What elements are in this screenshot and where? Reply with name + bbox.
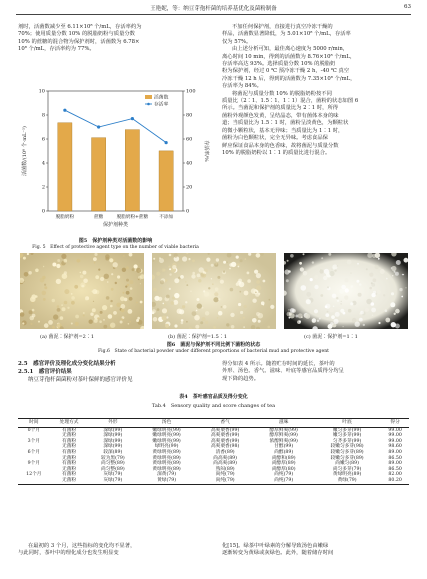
table-cell: 86.50 [388, 466, 402, 472]
table-cell: 有菌粉 [62, 427, 77, 433]
legend-label: 活菌数 [154, 95, 169, 101]
table-cell: 黄绿明亮(89) [332, 472, 362, 478]
table-cell: 99.00 [388, 427, 402, 433]
table-cell: 98.60 [388, 444, 402, 450]
table-cell: 尚醇(89) [274, 449, 294, 455]
table-cell: 无菌粉 [50, 478, 89, 484]
table-cell: 灰绿(79) [88, 478, 137, 484]
text-line: 10% 的蔗糖的混合物为保护剂时，活菌数为 6.78× [18, 38, 140, 45]
x-tick-label: 蔗糖 [94, 215, 104, 220]
table-cell: 黄绿明亮(89) [152, 449, 181, 455]
table-cell: 高爽栗香(99) [210, 427, 240, 433]
table-cell: 尚纯(79) [274, 472, 294, 478]
column-header: 香气 [196, 419, 255, 428]
table-cell: 黄绿(79) [137, 478, 196, 484]
table-cell: 无菌粉 [62, 466, 77, 472]
table-cell: 尚纯(79) [196, 478, 255, 484]
table-cell: 灰绿(79) [103, 472, 123, 478]
table-cell: 尚醇和(89) [271, 455, 296, 461]
fig5-caption-cn: 图5 保护剂种类对活菌数的影响 [78, 238, 153, 244]
column-header: 时间 [18, 419, 50, 428]
legend-label: 存活率 [154, 102, 169, 108]
bar-viable-count [159, 151, 173, 211]
table-cell: 尚匀整(89) [101, 466, 125, 472]
text-line: 剂时，活菌数减少至 6.11×10⁸ 个/mL，存活率约为 [18, 24, 142, 30]
left-column-top [18, 24, 213, 54]
text-line: 在最初的 3 个月，这些指标的变化均不显著， [28, 543, 136, 549]
fig5-caption [18, 238, 213, 251]
table-cell: 尚纯(79) [215, 472, 235, 478]
table-cell: 黄绿明亮(89) [152, 461, 181, 467]
point-survival-rate [165, 141, 168, 144]
table-cell: 99.00 [388, 438, 402, 444]
y-tick-label-left: 2 [41, 184, 45, 191]
section-heading-2-5: 2.5 感官评价及理化成分变化结果分析 [18, 361, 116, 367]
text-line: 不加任何保护剂，直接进行真空冷冻干燥的 [232, 24, 333, 30]
x-tick-label: 不添加 [159, 215, 174, 220]
fig6-subcaption-a: (a) 菌泥∶保护剂=2∶1 [40, 334, 95, 340]
text-line: 与此同时，茶叶中的理化成分也发生明显变 [18, 550, 119, 557]
fig5-caption-en: Fig. 5 Effect of protective agent type on the number of viable bacteria [32, 244, 199, 250]
table-header-row [18, 419, 409, 428]
table-cell: 醇厚鲜爽(99) [269, 433, 298, 439]
bar-viable-count [125, 130, 139, 211]
table-cell: 嫩绿明亮(99) [152, 433, 181, 439]
table-cell: 0个月 [27, 427, 41, 433]
text-line: 现下降的趋势。 [222, 375, 260, 382]
table-cell: 尚高爽(89) [213, 461, 237, 467]
bar-viable-count [58, 123, 72, 211]
table-cell: 黄绿(79) [313, 478, 381, 484]
text-line: 外形、汤色、香气、滋味、叶底等感官品质得分均呈 [222, 368, 344, 375]
table-cell: 熟闷(89) [215, 466, 235, 472]
table-cell: 9个月 [27, 461, 41, 467]
text-line: 的微小颗粒状，基本无异味；当质量比为 1∶1 时， [222, 127, 344, 134]
text-line: 所示。当菌泥和保护剂的质量比为 2∶1 时，所得 [222, 105, 339, 112]
fig6-caption [18, 342, 409, 355]
y-tick-label-left: 6 [41, 136, 45, 143]
y-tick-label-right: 80 [186, 112, 193, 119]
text-line: 仅为 57%。 [222, 38, 252, 45]
table-cell: 浓醇鲜爽(99) [269, 438, 298, 444]
y-tick-label-right: 100 [186, 88, 196, 95]
x-axis-label: 保护剂种类 [102, 222, 129, 228]
bar-viable-count [92, 138, 106, 211]
point-survival-rate [131, 117, 134, 120]
table-cell: 深绿(99) [103, 433, 123, 439]
table-cell: 深绿(99) [103, 444, 123, 450]
text-line: 逐渐转变为黄绿或灰绿色。此外，随着储存时间 [222, 550, 334, 557]
table-cell: 尚高爽(89) [213, 455, 237, 461]
fig5-bar-chart [18, 83, 213, 238]
table-cell: 无菌粉 [62, 444, 77, 450]
text-line: 菌粉为白色颗粒状，完全无异味。考虑食品保 [222, 135, 328, 142]
table-cell: 高爽栗香(98) [210, 444, 240, 450]
table-row [18, 478, 409, 484]
table-cell: 无菌粉 [62, 455, 77, 461]
table-cell: 有菌粉 [62, 472, 77, 478]
table-cell: 12个月 [26, 472, 42, 478]
fig6-photo-c [284, 253, 408, 329]
column-header: 得分 [381, 419, 409, 428]
fig6-subcaption-b: (b) 菌泥∶保护剂=1.5∶1 [168, 334, 228, 340]
left-column-bottom [18, 543, 213, 558]
table-cell: 86.50 [388, 455, 402, 461]
table-cell: 99.00 [388, 433, 402, 439]
y-tick-label-right: 40 [186, 160, 193, 167]
text-line: 得分如表 4 所示。随着贮存时间的延长，茶叶的 [222, 361, 335, 367]
fig6-photo-b [152, 253, 276, 329]
table-cell: 高爽栗香(99) [210, 438, 240, 444]
fig6-caption-cn: 图6 菌泥与保护剂不同比例下菌粉的状态 [166, 342, 261, 348]
column-header: 处理方式 [50, 419, 89, 428]
table-cell: 89.00 [388, 449, 402, 455]
table-cell: 尚纯(79) [254, 478, 313, 484]
text-line: 70%；使用质量分数 10% 的脱脂奶粉与质量分数 [18, 31, 135, 38]
section-right-text [222, 361, 410, 383]
x-tick-label: 脱脂奶粉 [55, 215, 75, 220]
table-cell: 匀齐多芽(99) [332, 438, 362, 444]
table-cell [18, 478, 50, 484]
table-cell: 深绿(99) [103, 427, 123, 433]
column-header: 叶底 [313, 419, 381, 428]
table-cell: 较嫩匀多芽(89) [330, 455, 364, 461]
fig6-photo-a [20, 253, 144, 329]
table-cell: 6个月 [27, 449, 41, 455]
text-line: 10⁸ 个/mL，存活率约为 77%。 [18, 46, 95, 53]
text-line: 鲜应保证食品本身的色香味，故将菌泥与质量分数 [222, 142, 339, 149]
text-line: 10% 的脱脂奶粉以 1∶1 的质量比进行混合。 [222, 149, 331, 156]
table4-caption-en: Tab.4 Sensory quality and score changes of tea [151, 403, 276, 409]
column-header: 滋味 [254, 419, 313, 428]
table-cell: 80.20 [381, 478, 409, 484]
table-cell: 无菌粉 [62, 433, 77, 439]
y-tick-label-left: 4 [41, 160, 45, 167]
table-cell: 嫩绿明亮(99) [152, 427, 181, 433]
table-cell: 甘醇(99) [274, 444, 294, 450]
column-header: 汤色 [137, 419, 196, 428]
table-cell: 较为黑(79) [101, 455, 125, 461]
table-cell: 较嫩匀多芽(98) [330, 444, 364, 450]
point-survival-rate [97, 125, 100, 128]
text-line: 化[15]。绿茶中叶绿素的分解导致汤色由嫩绿 [222, 543, 329, 549]
y-tick-label-left: 10 [38, 88, 45, 95]
table-cell: 高爽栗香(99) [210, 433, 240, 439]
fig6-caption-en: Fig.6 State of bacterial powder under different proportions of bacterial mud and protective agent [97, 348, 330, 354]
table-cell: 有菌粉 [62, 449, 77, 455]
table4 [18, 418, 409, 485]
y-axis-label-left: 活菌数/(10⁸ 个·mL⁻¹) [22, 126, 28, 176]
table-cell: 黄绿明亮(89) [152, 466, 181, 472]
text-line: 菌粉外观颜色发黄，呈结晶态，带有菌体本身的味 [222, 112, 339, 119]
table-cell: 尚醇厚(80) [271, 466, 296, 472]
legend-swatch-point [147, 103, 150, 106]
legend-swatch-bar [145, 95, 152, 99]
text-line: 质量比（2∶1、1.5∶1、1∶1）混合，菌粉的状态如图 6 [222, 98, 359, 105]
text-line: 将菌泥与质量分数 10% 的脱脂奶粉按不同 [232, 90, 332, 97]
table4-caption-cn: 表4 茶叶感官品质及得分变化 [179, 394, 248, 400]
table-cell: 较嫩匀多芽(89) [330, 449, 364, 455]
y-tick-label-left: 8 [41, 112, 45, 119]
section-heading-2-5-1: 2.5.1 感官评价结果 [18, 369, 72, 375]
text-line: 存活率高达 93%。选择质量分数 10% 的脱脂奶 [222, 61, 336, 68]
running-header [16, 4, 411, 15]
text-line: 冷冻干燥 12 h 后，得到的活菌数为 7.35×10⁸ 个/mL， [222, 75, 356, 82]
table-cell: 深绿(99) [103, 438, 123, 444]
table-cell: 较深(89) [103, 449, 123, 455]
text-line: 样品，活菌数显著降低，为 5.01×10⁸ 个/mL，存活率 [222, 31, 351, 38]
table-cell: 89.00 [388, 461, 402, 467]
fig6-subcaption-c: (c) 菌泥∶保护剂=1∶1 [304, 334, 358, 340]
table-cell: 有菌粉 [62, 438, 77, 444]
line-survival-rate [65, 110, 166, 142]
table-cell: 有菌粉 [62, 461, 77, 467]
section-left-text: 纳豆芽孢杆菌菌粉对茶叶保鲜的感官评价见 [28, 377, 133, 383]
header-authors: 王艳妮，等：纳豆芽孢杆菌的培养基优化及菌粉制备 [150, 6, 277, 12]
right-column-top [222, 24, 410, 157]
table-cell: 尚匀多芽(79) [332, 466, 362, 472]
y-tick-label-left: 0 [41, 208, 45, 215]
text-line: 存活率为 84%。 [222, 83, 262, 90]
right-column-bottom [222, 543, 410, 558]
text-line: 粉为保护剂，经过 0 ℃ 预冷冻干燥 2 h，-40 ℃ 真空 [222, 68, 350, 75]
table-cell: 清香(89) [215, 449, 235, 455]
text-line: 离心时间 10 min，得到的活菌数为 8.76×10⁸ 个/mL， [222, 53, 356, 60]
table-cell: 尚嫩匀(89) [335, 461, 359, 467]
page-number: 63 [404, 4, 411, 10]
table-cell: 3个月 [27, 438, 41, 444]
table-cell: 醇厚鲜爽(99) [269, 427, 298, 433]
table-cell: 绿明亮(99) [154, 444, 179, 450]
x-tick-label: 脱脂奶粉+蔗糖 [116, 215, 149, 220]
text-line: 道；当质量比为 1.5∶1 时，菌粉呈淡黄色，为颗粒状 [222, 120, 349, 127]
table-cell: 嫩匀多芽(99) [332, 433, 362, 439]
y-axis-label-right: 存活率/% [203, 140, 209, 162]
table4-body [18, 427, 409, 484]
table-cell: 尚匀整(89) [101, 461, 125, 467]
y-tick-label-right: 20 [186, 184, 193, 191]
table-cell: 嫩匀多芽(99) [332, 427, 362, 433]
point-survival-rate [63, 109, 66, 112]
y-tick-label-right: 0 [186, 208, 190, 215]
table-cell: 尚醇厚(89) [271, 461, 296, 467]
table-cell: 深黄(79) [157, 472, 177, 478]
column-header: 外形 [88, 419, 137, 428]
y-tick-label-right: 60 [186, 136, 193, 143]
table-cell: 82.00 [388, 472, 402, 478]
text-line: 由上述分析可知，最佳离心速度为 5000 r/min， [232, 46, 349, 53]
table-cell: 嫩绿明亮(99) [152, 438, 181, 444]
table-cell: 黄绿明亮(89) [152, 455, 181, 461]
